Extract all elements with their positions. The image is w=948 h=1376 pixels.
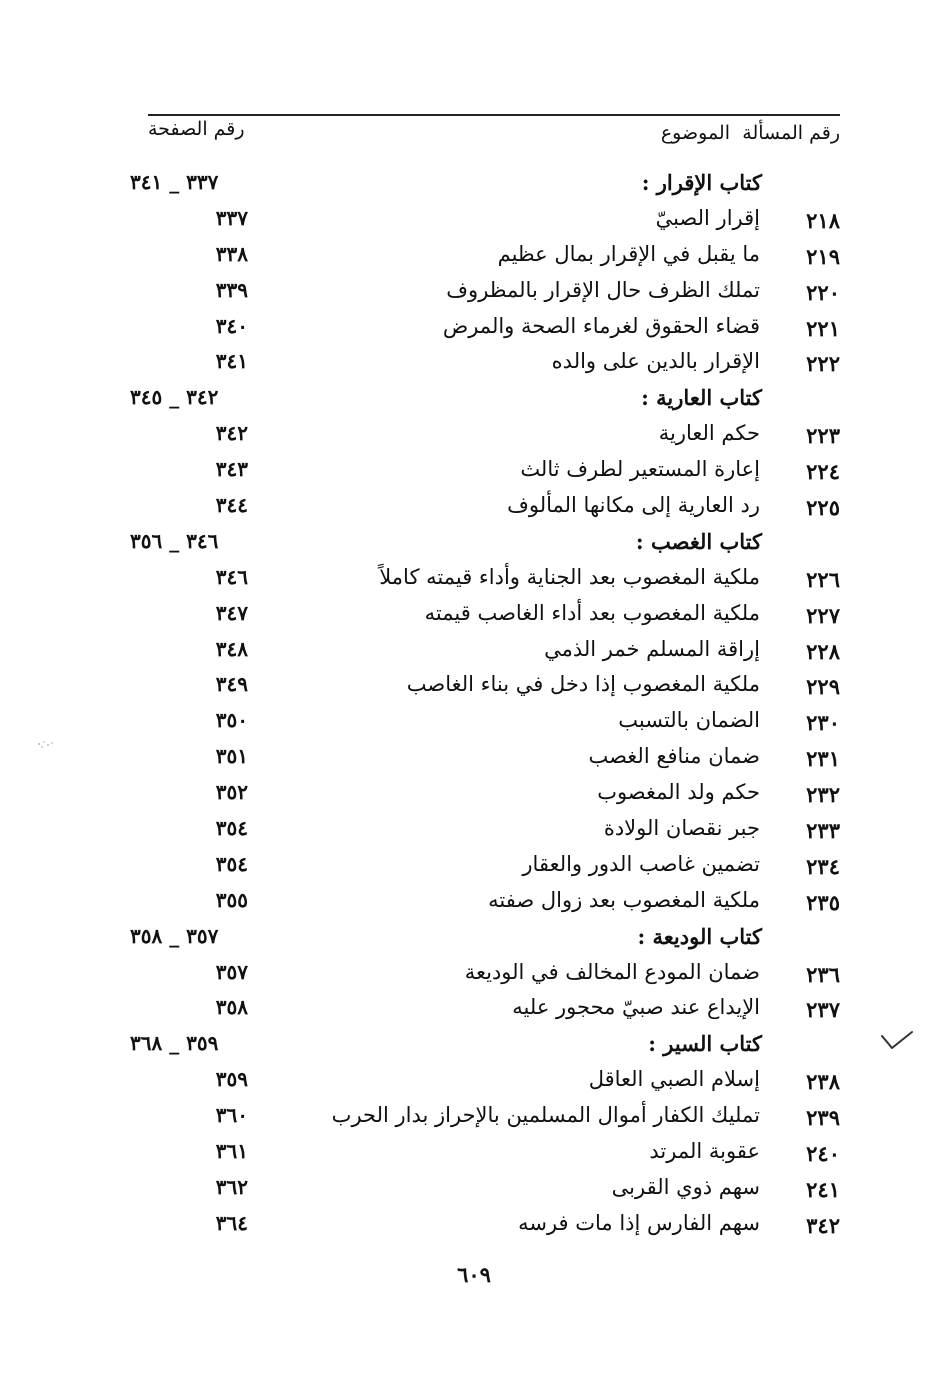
page-ref: ٣٤٨ [215,636,248,661]
issue-number: ٢١٩ [806,243,840,269]
table-row [130,1101,840,1137]
table-row [130,347,840,383]
index-table [130,168,840,1245]
page-range: ٣٥٧ _ ٣٥٨ [130,923,219,948]
issue-number: ٢٢٥ [806,495,840,521]
topic-title: ملكية المغصوب بعد الجناية وأداء قيمته كاملاً [379,564,760,589]
section-row [130,1029,840,1065]
table-row [130,670,840,706]
section-row [130,527,840,563]
topic-title: الإيداع عند صبيّ محجور عليه [512,995,760,1020]
page-ref: ٣٥٠ [215,708,248,733]
handwritten-check-mark [880,1030,914,1052]
header-topic: الموضوع [660,122,730,144]
issue-number: ٢٢٣ [806,423,840,449]
table-row [130,1173,840,1209]
table-row [130,850,840,886]
issue-number: ٢٣٢ [806,782,840,808]
page-ref: ٣٤٠ [215,313,248,338]
page-range: ٣٣٧ _ ٣٤١ [130,170,219,194]
page-ref: ٣٣٩ [215,277,248,302]
header-page-number: رقم الصفحة [148,118,245,140]
issue-number: ٢٣٩ [806,1105,840,1131]
table-row [130,455,840,491]
section-title: كتاب الإقرار : [641,170,762,195]
table-row [130,635,840,671]
issue-number: ٢١٨ [806,207,840,233]
page-ref: ٣٥٥ [215,887,248,912]
topic-title: الإقرار بالدين على والده [551,349,760,374]
page-range: ٣٤٢ _ ٣٤٥ [130,385,219,410]
topic-title: جبر نقصان الولادة [603,816,760,841]
table-row [130,814,840,850]
topic-title: إسلام الصبي العاقل [588,1067,760,1092]
topic-title: ملكية المغصوب إذا دخل في بناء الغاصب [406,672,760,697]
section-row [130,383,840,419]
section-row [130,922,840,958]
page-number: ٦٠٩ [457,1262,491,1287]
issue-number: ٢٢٤ [806,459,840,485]
table-row [130,886,840,922]
issue-number: ٢٢١ [806,315,840,341]
topic-title: ضمان المودع المخالف في الوديعة [464,959,760,984]
top-rule [148,114,840,116]
table-row [130,742,840,778]
table-row [130,491,840,527]
issue-number: ٢٢٧ [806,602,840,628]
issue-number: ٢٣٦ [806,961,840,987]
issue-number: ٢٤٠ [806,1141,840,1167]
issue-number: ٣٤٢ [806,1212,840,1238]
section-title: كتاب السير : [648,1031,762,1057]
page-ref: ٣٤٤ [215,493,248,518]
section-title: كتاب الوديعة : [637,923,762,949]
issue-number: ٢٣٣ [806,818,840,844]
page-ref: ٣٥٨ [215,995,248,1020]
page-ref: ٣٤٩ [215,672,248,697]
issue-number: ٢٢٦ [806,566,840,592]
table-row [130,1209,840,1245]
table-row [130,204,840,240]
table-header [140,118,840,160]
table-row [130,599,840,635]
page-ref: ٣٦٢ [215,1174,248,1199]
issue-number: ٢٣٥ [806,889,840,915]
topic-title: قضاء الحقوق لغرماء الصحة والمرض [442,313,760,338]
page-ref: ٣٥٩ [215,1067,248,1092]
topic-title: سهم ذوي القربى [611,1174,760,1199]
issue-number: ٢٢٨ [806,638,840,664]
page-ref: ٣٦٤ [215,1210,248,1235]
topic-title: حكم ولد المغصوب [597,780,760,805]
topic-title: تضمين غاصب الدور والعقار [522,851,760,876]
issue-number: ٢٢٩ [806,674,840,700]
table-row [130,706,840,742]
issue-number: ٢٣٤ [806,853,840,879]
topic-title: إقرار الصبيّ [655,205,760,230]
topic-title: حكم العارية [658,421,760,446]
issue-number: ٢٣١ [806,746,840,772]
topic-title: تملك الظرف حال الإقرار بالمظروف [446,277,760,302]
header-issue-number: رقم المسألة [742,122,840,144]
section-title: كتاب الغصب : [635,528,762,554]
scan-speck [34,736,56,752]
table-row [130,563,840,599]
table-row [130,276,840,312]
page-ref: ٣٥٢ [215,780,248,805]
topic-title: رد العارية إلى مكانها المألوف [507,493,760,518]
page-ref: ٣٥١ [215,744,248,769]
page-ref: ٣٥٧ [215,959,248,984]
page-ref: ٣٥٤ [215,816,248,841]
topic-title: ما يقبل في الإقرار بمال عظيم [497,241,760,266]
page-ref: ٣٤٣ [215,457,248,482]
table-row [130,240,840,276]
page-ref: ٣٤١ [215,349,248,374]
page-range: ٣٤٦ _ ٣٥٦ [130,528,219,553]
topic-title: إراقة المسلم خمر الذمي [544,636,760,661]
issue-number: ٢٤١ [806,1176,840,1202]
topic-title: إعارة المستعير لطرف ثالث [520,457,760,482]
page-ref: ٣٣٨ [215,241,248,266]
issue-number: ٢٣٨ [806,1069,840,1095]
page-ref: ٣٤٧ [215,600,248,625]
issue-number: ٢٢٢ [806,351,840,377]
section-row [130,168,840,204]
topic-title: سهم الفارس إذا مات فرسه [518,1210,760,1235]
page-ref: ٣٦٠ [215,1103,248,1128]
table-row [130,312,840,348]
table-row [130,778,840,814]
page-ref: ٣٤٢ [215,421,248,446]
page-ref: ٣٥٤ [215,851,248,876]
table-row [130,993,840,1029]
issue-number: ٢٣٠ [806,710,840,736]
page-ref: ٣٤٦ [215,564,248,589]
table-row [130,958,840,994]
table-row [130,1137,840,1173]
table-row [130,1065,840,1101]
issue-number: ٢٣٧ [806,997,840,1023]
page-ref: ٣٦١ [215,1139,248,1164]
topic-title: ملكية المغصوب بعد أداء الغاصب قيمته [424,600,760,625]
topic-title: ضمان منافع الغصب [588,744,760,769]
topic-title: الضمان بالتسبب [618,708,760,733]
topic-title: ملكية المغصوب بعد زوال صفته [488,887,760,912]
page-range: ٣٥٩ _ ٣٦٨ [130,1031,219,1056]
topic-title: تمليك الكفار أموال المسلمين بالإحراز بدار الحرب [331,1103,760,1128]
table-row [130,419,840,455]
page-ref: ٣٣٧ [215,205,248,230]
topic-title: عقوبة المرتد [649,1139,760,1164]
section-title: كتاب العارية : [641,385,762,411]
issue-number: ٢٢٠ [806,279,840,305]
